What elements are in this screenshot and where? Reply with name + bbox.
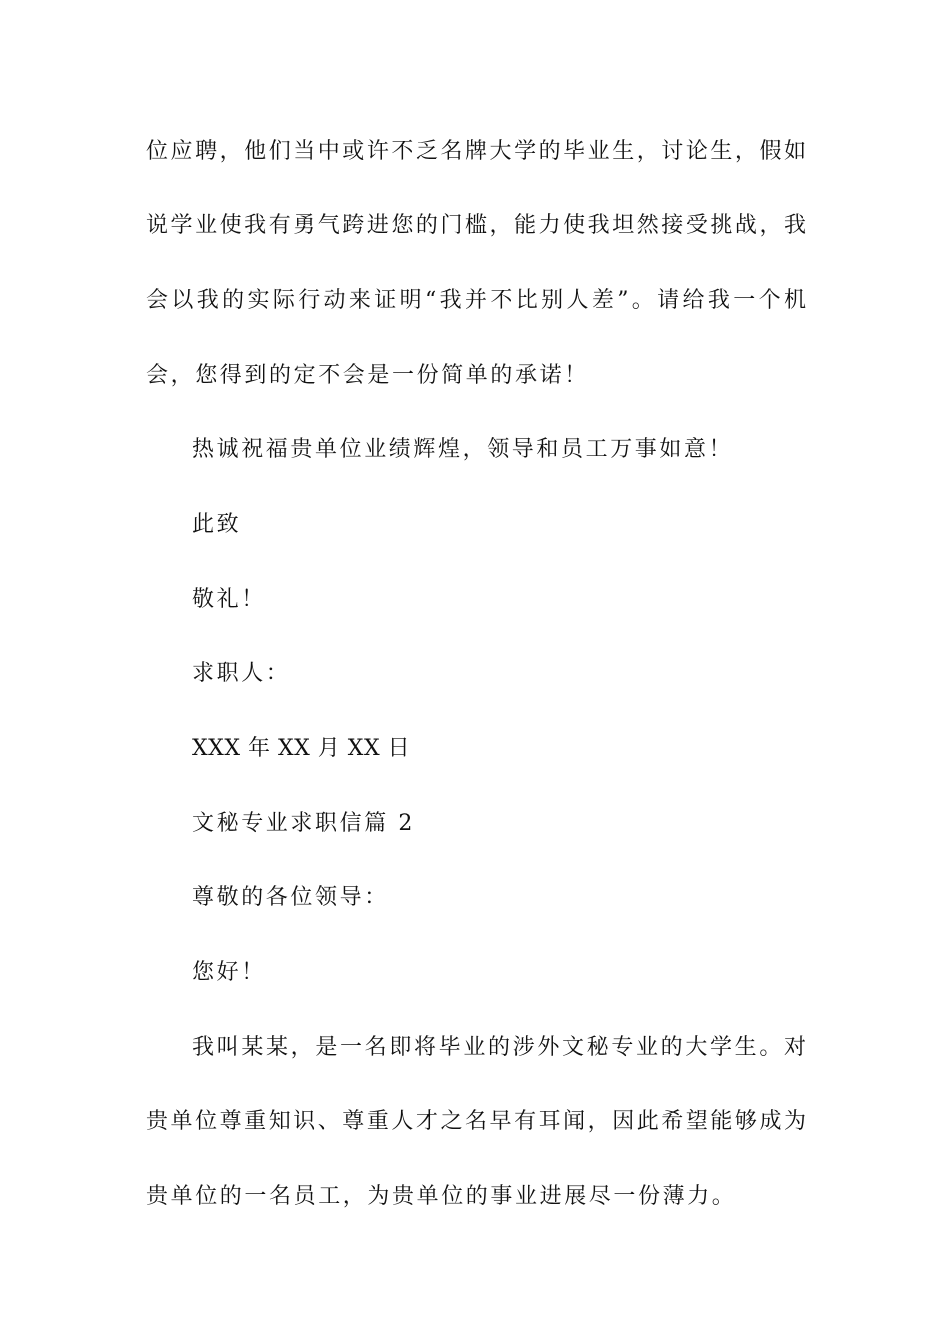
paragraph-line: 我叫某某，是一名即将毕业的涉外文秘专业的大学生。对 <box>192 1035 806 1060</box>
paragraph-line: 贵单位的一名员工，为贵单位的事业进展尽一份薄力。 <box>146 1184 737 1209</box>
date-line: XXX 年 XX 月 XX 日 <box>192 736 411 761</box>
paragraph-line: 会以我的实际行动来证明“我并不比别人差”。请给我一个机 <box>146 288 806 313</box>
hello-line: 您好！ <box>192 960 266 985</box>
section-title: 文秘专业求职信篇 2 <box>192 811 415 836</box>
blessing-line: 热诚祝福贵单位业绩辉煌，领导和员工万事如意！ <box>192 437 734 462</box>
applicant-label: 求职人： <box>192 661 291 686</box>
paragraph-line: 会，您得到的定不会是一份简单的承诺！ <box>146 363 589 388</box>
greeting-line: 尊敬的各位领导： <box>192 885 389 910</box>
paragraph-line: 贵单位尊重知识、尊重人才之名早有耳闻，因此希望能够成为 <box>146 1109 806 1134</box>
closing-salutation: 此致 <box>192 512 242 537</box>
paragraph-line: 位应聘，他们当中或许不乏名牌大学的毕业生，讨论生，假如 <box>146 139 806 164</box>
closing-respect: 敬礼！ <box>192 587 266 612</box>
paragraph-line: 说学业使我有勇气跨进您的门槛，能力使我坦然接受挑战，我 <box>146 213 806 238</box>
